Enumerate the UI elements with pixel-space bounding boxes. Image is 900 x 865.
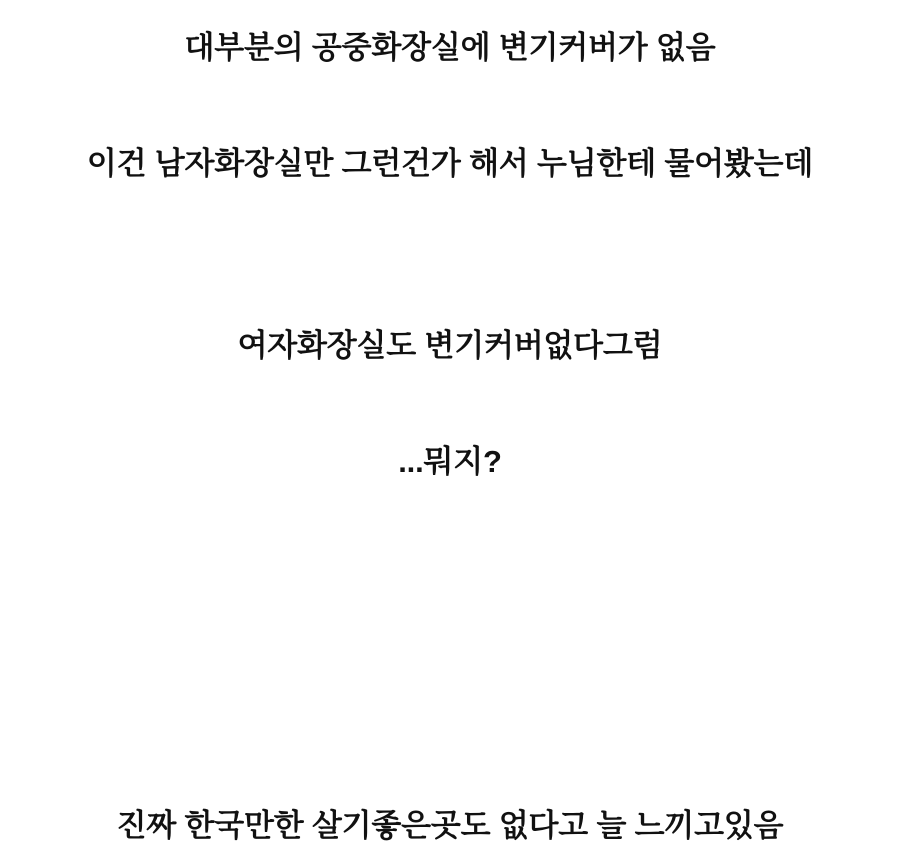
paragraph-4: ...뭐지? (398, 444, 502, 479)
paragraph-3: 여자화장실도 변기커버없다그럼 (237, 328, 663, 363)
paragraph-5: 진짜 한국만한 살기좋은곳도 없다고 늘 느끼고있음 (116, 808, 784, 843)
paragraph-2: 이건 남자화장실만 그런건가 해서 누님한테 물어봤는데 (86, 146, 814, 181)
paragraph-1: 대부분의 공중화장실에 변기커버가 없음 (184, 30, 716, 65)
